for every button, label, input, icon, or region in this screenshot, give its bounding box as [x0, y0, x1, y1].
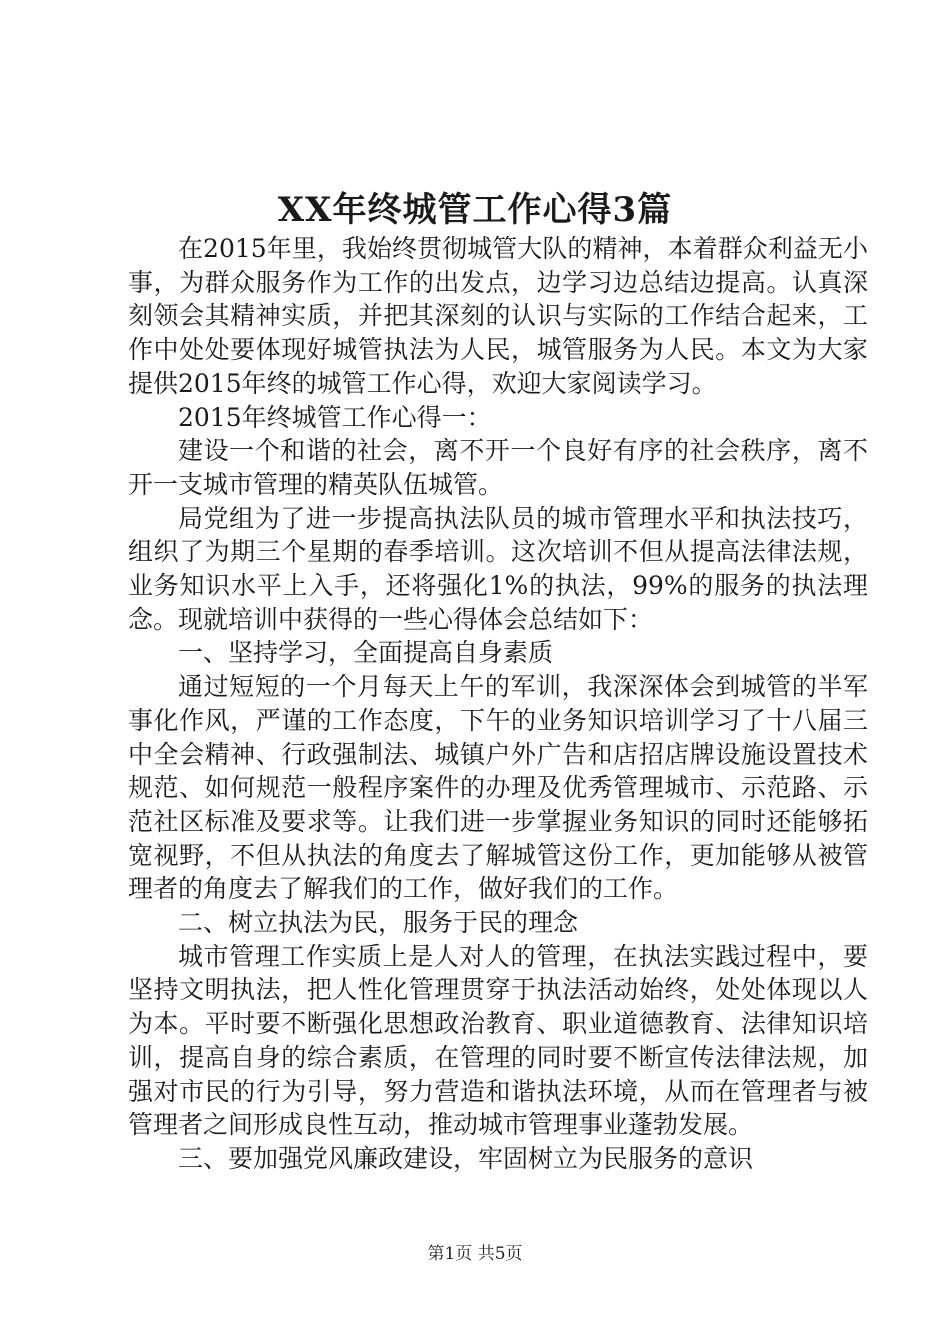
page-number-footer: 第1页 共5页: [427, 1244, 523, 1264]
paragraph: 2015年终城管工作心得一：: [178, 402, 492, 432]
section-heading: 一、坚持学习，全面提高自身素质: [178, 638, 554, 668]
paragraph: 建设一个和谐的社会，离不开一个良好有序的社会秩序，离不开一支城市管理的精英队伍城管。: [128, 436, 868, 499]
paragraph: 通过短短的一个月每天上午的军训，我深深体会到城管的半军事化作风，严谨的工作态度，下午的业务知识培训学习了十八届三中全会精神、行政强制法、城镇户外广告和店招店牌设施设置技术规范、如何规范一般程序案件的办理及优秀管理城市、示范路、示范社区标准及要求等。让我们进一步掌握业务知识的同时还能够拓宽视野，不但从执法的角度去了解城管这份工作，更加能够从被管理者的角度去了解我们的工作，做好我们的工作。: [128, 672, 868, 904]
paragraph: 在2015年里，我始终贯彻城管大队的精神，本着群众利益无小事，为群众服务作为工作的出发点，边学习边总结边提高。认真深刻领会其精神实质，并把其深刻的认识与实际的工作结合起来，工作中处处要体现好城管执法为人民，城管服务为人民。本文为大家提供2015年终的城管工作心得，欢迎大家阅读学习。: [128, 234, 868, 398]
paragraph: 局党组为了进一步提高执法队员的城市管理水平和执法技巧，组织了为期三个星期的春季培训。这次培训不但从提高法律法规，业务知识水平上入手，还将强化1%的执法，99%的服务的执法理念。现就培训中获得的一些心得体会总结如下：: [128, 503, 868, 634]
document-body: [128, 232, 868, 1176]
paragraph: 城市管理工作实质上是人对人的管理，在执法实践过程中，要坚持文明执法，把人性化管理贯穿于执法活动始终，处处体现以人为本。平时要不断强化思想政治教育、职业道德教育、法律知识培训，提高自身的综合素质，在管理的同时要不断宣传法律法规，加强对市民的行为引导，努力营造和谐执法环境，从而在管理者与被管理者之间形成良性互动，推动城市管理事业蓬勃发展。: [128, 941, 868, 1140]
section-heading: 二、树立执法为民，服务于民的理念: [178, 908, 579, 938]
section-heading: 三、要加强党风廉政建设，牢固树立为民服务的意识: [178, 1143, 754, 1173]
document-title: XX年终城管工作心得3篇: [277, 190, 673, 230]
